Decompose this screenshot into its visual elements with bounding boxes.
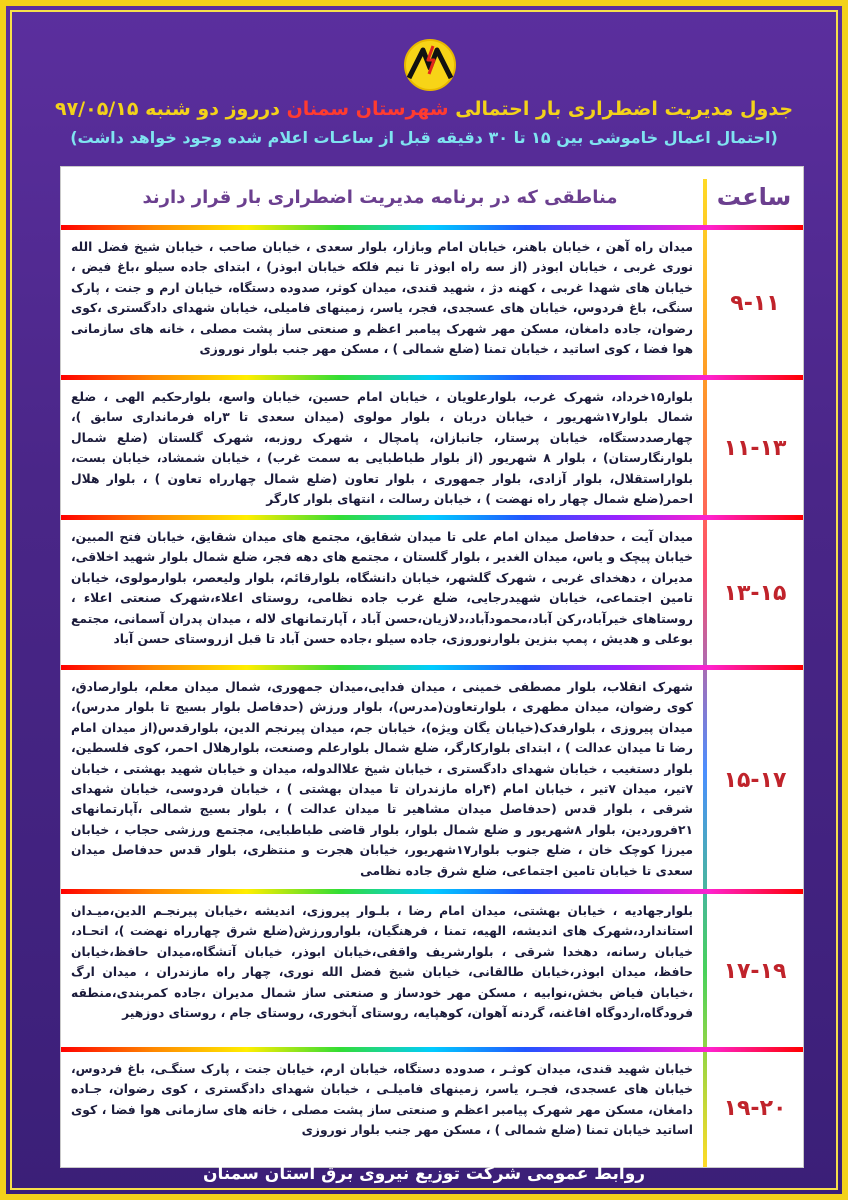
page-title: [26, 98, 822, 128]
row-divider: [61, 225, 803, 230]
time-slot: ۱۵-۱۷: [723, 767, 787, 793]
title-prefix: جدول مدیریت اضطراری بار احتمالی: [455, 98, 794, 120]
title-date: درروز دو شنبه ۹۷/۰۵/۱۵: [54, 98, 280, 120]
row-divider: [61, 375, 803, 380]
row-divider: [61, 515, 803, 520]
column-header-areas: مناطقی که در برنامه مدیریت اضطراری بار قرار دارند: [142, 186, 618, 208]
page-subtitle: (احتمال اعمال خاموشی بین ۱۵ تا ۳۰ دقیقه قبل از ساعـات اعلام شده وجود خواهد داشت): [70, 128, 778, 147]
area-list: میدان آیت ، حدفاصل میدان امام علی تا میدان شقایق، مجتمع های میدان شقایق، خیابان فتح المبین، خیابان پیچک و یاس، میدان الغدیر ، بلوار گلستان ، مجتمع های دهه فجر، ضلع شمال بلوار شهید اخلاقی، مدیران ، دهخدای غربی ، شهرک گلشهر، خیابان دانشگاه، بلوارقائم، بلوار ولیعصر، بلوارمولوی، خیابان تامین اجتماعی، خیابان شهیدرجایی، ضلع غرب جاده نظامی، روستای اعلاء،شهرک صنعتی اعلاء ، روستاهای خیرآباد،رکن آباد،محمودآباد،دلازیان،حسن آباد ، آپارتمانهای لاله ، میدان پدران آسمانی، مجتمع بوعلی و هدیش ، پمپ بنزین بلوارنوروزی، جاده سیلو ،جاده حسن آباد تا قبل ازروستای حسن آباد: [71, 530, 693, 647]
table-row: [61, 895, 803, 1047]
row-divider: [61, 889, 803, 894]
table-row: [61, 521, 803, 665]
row-divider: [61, 665, 803, 670]
time-slot: ۱۱-۱۳: [723, 435, 787, 461]
power-company-logo-icon: [403, 38, 457, 92]
time-slot: ۹-۱۱: [730, 290, 780, 316]
area-list: میدان راه آهن ، خیابان باهنر، خیابان امام وبازار، بلوار سعدی ، خیابان صاحب ، خیابان شیخ فضل الله نوری غربی ، خیابان ابوذر (از سه راه ابوذر تا نیم فلکه خیابان ابوذر) ، ابتدای جاده سیلو ،باغ فیض ، خیابان های شهدا غربی ، کهنه دژ ، شهید قندی، میدان کوثر، صدوده دستگاه، خیابان ارم و جنت ، پارک سنگی، باغ فردوس، خیابان های عسجدی، فجر، یاسر، زمینهای فامیلی، خیابان شهدای دادگستری ،کوی رضوان، جاده دامغان، مسکن مهر شهرک پیامبر اعظم و صنعتی ساز پشت مصلی ، خانه های سازمانی هوا فضا ، کوی اساتید ، خیابان تمنا (ضلع شمالی ) ، مسکن مهر جنب بلوار نوروزی: [71, 240, 693, 357]
area-list: بلوارجهادیه ، خیابان بهشتی، میدان امام رضا ، بلـوار پیروزی، اندیشه ،خیابان پیرنجـم الدین،میـدان استاندارد،شهرک های اندیشه، الهیه، تمنا ، فرهنگیان، بلوارورزش(ضلع شرق چهارراه نهضت )، اتحـاد، خیابان رسانه، دهخدا شرقی ، بلوارشریف واقفی،خیابان ابوذر، خیابان آتشگاه،میدان حافظ،خیابان حافظ، میدان ابوذر،خیابان طالقانی، خیابان شیخ فضل الله نوری، چهار راه مازندران ، میدان ارگ ،خیابان فیاض بخش،نوابیه ، مسکن مهر خودساز و صنعتی ساز شمال مدیران ،جاده کمربندی،منطقه فرودگاه،اردوگاه افاغنه، گردنه آهوان، کوهپایه، روستای آبخوری، روستای جام ، روستای دوزهیر: [71, 904, 693, 1021]
schedule-table: [60, 166, 804, 1168]
footer-credit: روابط عمومی شرکت توزیع نیروی برق استان سمنان: [202, 1164, 646, 1184]
table-row: [61, 381, 803, 515]
table-row: [61, 1053, 803, 1163]
table-row: [61, 671, 803, 889]
time-slot: ۱۹-۲۰: [723, 1095, 787, 1121]
area-list: خیابان شهید قندی، میدان کوثـر ، صدوده دستگاه، خیابان ارم، خیابان جنت ، پارک سنگـی، باغ فردوس، خیابان های عسجدی، فجـر، یاسر، زمینهای فامیلـی ، خیابان شهدای دادگستری ، کوی رضوان، جـاده دامغان، مسکن مهر شهرک پیامبر اعظم و صنعتی ساز پشت مصلی ، خانه های سازمانی هوا فضا ، کوی اساتید خیابان تمنا (ضلع شمالی ) ، مسکن مهر جنب بلوار نوروزی: [71, 1062, 693, 1138]
time-slot: ۱۷-۱۹: [723, 958, 787, 984]
title-city: شهرستان سمنان: [286, 98, 449, 120]
area-list: شهرک انقلاب، بلوار مصطفی خمینی ، میدان فدایی،میدان جمهوری، شمال میدان معلم، بلوارصادق، کوی رضوان، میدان مطهری ، بلوارتعاون(مدرس)، بلوار ورزش (حدفاصل بلوار بسیج تا بلوار مدرس)، میدان پیروزی ، بلوارفدک(خیابان یگان ویژه)، خیابان جم، میدان پیرنجم الدین، بلوارقدس(از میدان امام رضا تا میدان عدالت ) ، ابتدای بلوارکارگر، ضلع شمال بلوارعلم وصنعت، بلوارهلال احمر، کوی فلسطین، بلوار دستغیب ، خیابان شهدای دادگستری ، خیابان شیخ علاالدوله، میدان و خیابان شهید بهشتی ، خیابان ۷تیر، میدان ۷تیر ، خیابان امام (۴راه مازندران تا میدان بهشتی ) ، خیابان فردوسی، خیابان شهدای شرقی ، بلوار قدس (حدفاصل میدان مشاهیر تا میدان عدالت ) ، بلوار بسیج شمالی ،آپارتمانهای ۲۱فروردین، بلوار ۸شهریور و ضلع شمال بلوار، بلوار قاضی طباطبایی، مجتمع ورزشی حجاب ، خیابان میرزا کوچک خان ، ضلع جنوب بلوار۱۷شهریور، خیابان هجرت و منتظری، بلوار قدس حدفاصل میدان سعدی تا خیابان تامین اجتماعی، ضلع شرق جاده نظامی: [71, 680, 693, 878]
column-header-time: ساعت: [716, 183, 792, 211]
row-divider: [61, 1047, 803, 1052]
table-row: [61, 231, 803, 375]
area-list: بلوار۱۵خرداد، شهرک غرب، بلوارعلویان ، خیابان امام حسین، خیابان واسع، بلوارحکیم الهی ، ضلع شمال بلوار۱۷شهریور ، خیابان دربان ، بلوار مولوی (میدان سعدی تا ۳راه فرمانداری سابق )، چهارصددستگاه، خیابان پرستار، جانبازان، پامچال ، شهرک روزبه، شهرک گلستان (ضلع شمال بلوارنگارستان) ، بلوار ۸ شهریور (از بلوار طباطبایی به سمت غرب) ، خیابان شمشاد، خیابان بست، بلواراستقلال، بلوار آزادی، بلوار جمهوری ، بلوار تعاون (ضلع شمال چهارراه تعاون ) ، بلوار هلال احمر(ضلع شمال چهار راه نهضت ) ، خیابان رسالت ، انتهای بلوار کارگر: [71, 390, 693, 507]
time-slot: ۱۳-۱۵: [723, 580, 787, 606]
